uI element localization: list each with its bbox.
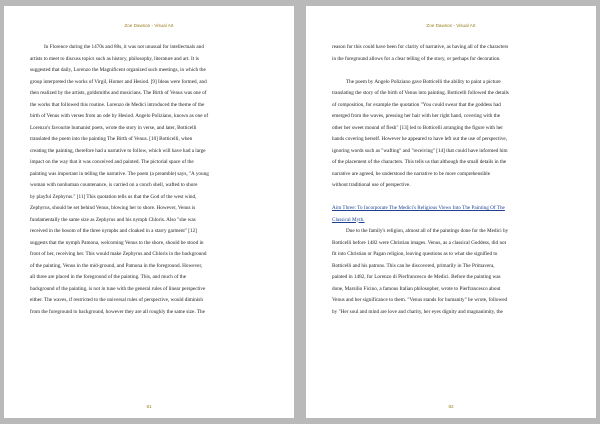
running-head: Zoe Dawson - Visual Art xyxy=(124,23,174,28)
text-line: reason for this could have been for clarity of narrative, as having all of the characters xyxy=(332,44,509,50)
text-line: Lorenzo's favourite humanist poets, wrote the story in verse, and later, Botticelli xyxy=(30,124,197,131)
text-line: suggests that the nymph Pamona, welcoming Venus to the shore, should be stood in xyxy=(30,239,204,246)
text-line: impact on the way that it was conceived and painted. The pictorial space of the xyxy=(30,159,194,165)
body-text xyxy=(30,42,278,318)
text-line: translating the story of the birth of Venus into painting. Botticelli followed the details xyxy=(332,90,509,96)
text-line: artists to meet to discuss topics such as history, philosophy, literature and art. It is xyxy=(30,55,199,62)
text-line: by "Her soul and mind are love and charity, her eyes dignity and magnanimity, the xyxy=(332,308,503,315)
text-line: Venus and her significance to them. "Venus stands for humanity" he wrote, followed xyxy=(332,297,508,303)
running-head: Zoe Dawson - Visual Art xyxy=(426,23,476,28)
text-line: painting was important in telling the narrative. The poem (a preamble) says, "A young xyxy=(30,170,209,177)
text-line: in the foreground allows for a clear telling of the story, or perhaps for decoration. xyxy=(332,55,501,62)
text-line: background of the painting, is not in tune with the general rules of linear perspective xyxy=(30,285,206,292)
text-line: painted in 1482, for Lorenzo di Pierfrancesco de Medici. Before the painting was xyxy=(332,274,501,280)
text-line: In Florence during the 1470s and 80s, it was not unusual for intellectuals and xyxy=(44,44,204,50)
text-line: The poem by Angelo Poliziano gave Botticelli the ability to paint a picture xyxy=(346,78,501,85)
text-line: then realized by the artists, goldsmiths and musicians. The Birth of Venus was one of xyxy=(30,90,207,96)
text-line: birth of Venus with verses from an ode by Hesiod. Angelo Poliziano, known as one of xyxy=(30,113,209,119)
right-page xyxy=(306,6,596,418)
text-line: other her sweet mound of flesh" [13] led to Botticelli arranging the figure with her xyxy=(332,124,503,131)
text-line: suggested that daily, Lorenzo the Magnificent organized such meetings, in which the xyxy=(30,67,206,73)
page-number: 81 xyxy=(146,404,152,409)
text-line: by playful Zephyrus." [11] This quotation tells us that the God of the west wind, xyxy=(30,193,197,200)
text-line: ignoring words such as "wafting" and "receiving" [14] that could have informed him xyxy=(332,147,508,154)
section-heading-link[interactable]: Aim Three: To Incorporate The Medici's Religious Views Into The Painting Of The xyxy=(332,205,505,211)
text-line: woman with nonhuman countenance, is carried on a conch shell, wafted to shore xyxy=(30,182,198,188)
text-line: hands covering herself. However he appeared to have left out the use of perspective, xyxy=(332,136,508,142)
text-line: fit into Christian or Pagan religion, leaving questions as to what she signified to xyxy=(332,251,498,257)
text-line: Due to the family's religion, almost all of the paintings done for the Medici by xyxy=(346,228,509,234)
section-heading-link[interactable]: Classical Myth. xyxy=(332,216,365,223)
text-line: received in the bosom of the three nymphs and cloaked in a starry garment" [12] xyxy=(30,228,197,234)
text-line: of composition, for example the quotation "You could swear that the goddess had xyxy=(332,101,501,108)
paragraph-gap xyxy=(332,192,580,204)
text-line: all three are placed in the foreground of the painting. This, and much of the xyxy=(30,274,187,280)
text-line: front of her, receiving her. This would make Zephyrus and Chloris in the background xyxy=(30,251,207,257)
text-line: without traditional use of perspective. xyxy=(332,182,411,188)
text-line: Zephyrus, should be set behind Venus, blowing her to shore. However, Venus is xyxy=(30,205,196,211)
text-line: narrative are agreed, he understood the narrative to be more comprehensible xyxy=(332,170,491,177)
text-line: of the painting, Venus in the mid-ground, and Pamona in the foreground. However, xyxy=(30,262,203,269)
text-line: either. The waves, if restricted to the universal rules of perspective, would diminish xyxy=(30,297,203,303)
text-line: Botticelli and his patrons. This can be discovered, primarily in The Primavera, xyxy=(332,262,495,269)
text-line: creating the painting, therefore had a narrative to follow, which will have had a large xyxy=(30,147,206,154)
text-line: the works that followed this routine. Lorenzo de Medici introduced the theme of the xyxy=(30,101,205,108)
left-page xyxy=(4,6,294,418)
text-line: Botticelli before 1482 were Christian images. Venus, as a classical Goddess, did not xyxy=(332,239,507,246)
text-line: group interpreted the works of Virgil, Homer and Hesiod. [9] Ideas were formed, and xyxy=(30,78,207,85)
text-line: from the foreground to background, however they are all roughly the same size. The xyxy=(30,308,205,315)
paragraph-gap xyxy=(332,65,580,77)
text-line: emerged from the waves, pressing her hair with her right hand, covering with the xyxy=(332,113,501,119)
page-number: 82 xyxy=(448,404,454,409)
text-line: of the placement of the characters. This tells us that although the small details in the xyxy=(332,159,507,165)
text-line: translated the poem into the painting The Birth of Venus. [10] Botticelli, when xyxy=(30,136,193,142)
body-text xyxy=(332,42,580,318)
text-line: done, Marsilio Ficino, a famous Italian philosopher, wrote to Pierfrancesco about xyxy=(332,285,501,292)
text-line: fundamentally the same size as Zephyrus and his nymph Chloris. Also "she was xyxy=(30,216,196,223)
